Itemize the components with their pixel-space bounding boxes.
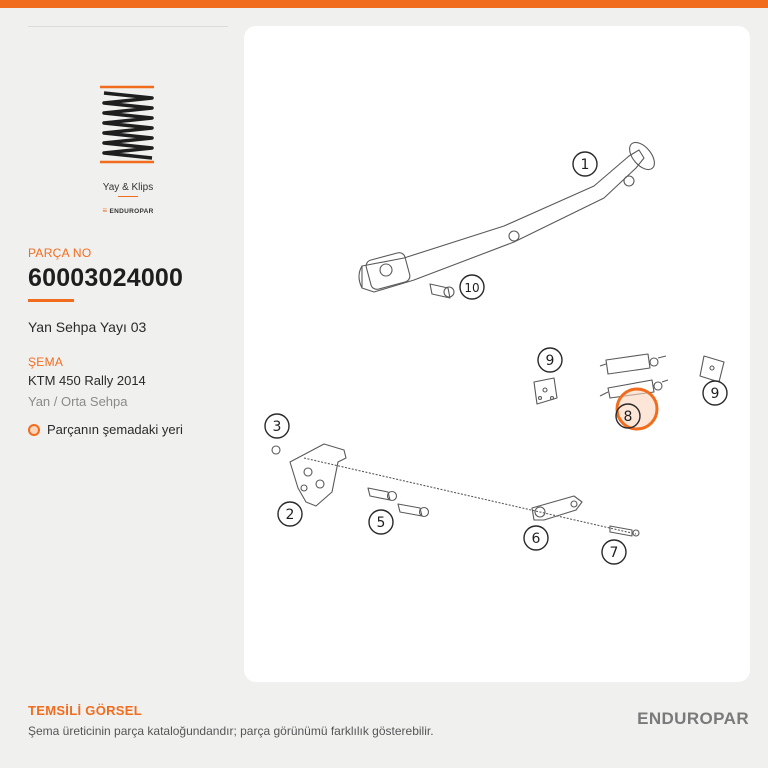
- brand-maker: [28, 206, 228, 215]
- footer-title: TEMSİLİ GÖRSEL: [28, 703, 142, 718]
- nut-3: [272, 446, 280, 454]
- schema-model: KTM 450 Rally 2014: [28, 373, 146, 388]
- side-stand-leg: [362, 150, 644, 292]
- locator-dot-icon: [28, 424, 40, 436]
- spring-plate-left: [534, 378, 557, 404]
- bolt-5a: [368, 488, 390, 500]
- parts-diagram: [244, 26, 750, 682]
- footer-brand: ENDUROPAR: [637, 709, 749, 728]
- callout-3-label: 3: [272, 419, 282, 435]
- brand-underline: [118, 196, 138, 197]
- locator-legend: [28, 422, 183, 437]
- callout-6-label: 6: [531, 531, 541, 547]
- spring-plate-right: [700, 356, 724, 382]
- callout-7-label: 7: [609, 545, 619, 561]
- callout-1-label: 1: [580, 157, 590, 173]
- part-name: Yan Sehpa Yayı 03: [28, 319, 147, 335]
- pivot-rod: [304, 458, 636, 534]
- brand-block: [28, 80, 228, 220]
- mount-bracket: [290, 444, 346, 506]
- brand-logo-icon: ≡: [102, 206, 108, 215]
- schema-label: ŞEMA: [28, 355, 64, 369]
- schema-group: Yan / Orta Sehpa: [28, 394, 128, 409]
- callout-2-label: 2: [285, 507, 295, 523]
- sidebar-divider: [28, 26, 228, 27]
- diagram-card: [244, 26, 750, 682]
- footer-note: Şema üreticinin parça kataloğundandır; parça görünümü farklılık gösterebilir.: [28, 724, 434, 738]
- part-number-label: PARÇA NO: [28, 246, 92, 260]
- spring-upper: [606, 354, 650, 374]
- top-accent-bar: [0, 0, 768, 8]
- callout-9a-label: 9: [545, 353, 555, 369]
- spring-icon: [98, 84, 158, 164]
- clamp-6: [532, 496, 582, 520]
- callout-5-label: 5: [376, 515, 386, 531]
- callout-10-label: 10: [464, 281, 480, 295]
- bolt-5b: [398, 504, 422, 516]
- bolt-10: [430, 284, 450, 298]
- pin-7: [610, 526, 632, 536]
- brand-maker-text: ENDUROPAR: [109, 208, 154, 215]
- locator-text: Parçanın şemadaki yeri: [47, 422, 183, 437]
- part-number-underline: [28, 299, 74, 302]
- callout-9b-label: 9: [710, 386, 720, 402]
- brand-title: Yay & Klips: [102, 182, 154, 193]
- part-number: 60003024000: [28, 264, 184, 292]
- callout-8-label: 8: [623, 409, 633, 425]
